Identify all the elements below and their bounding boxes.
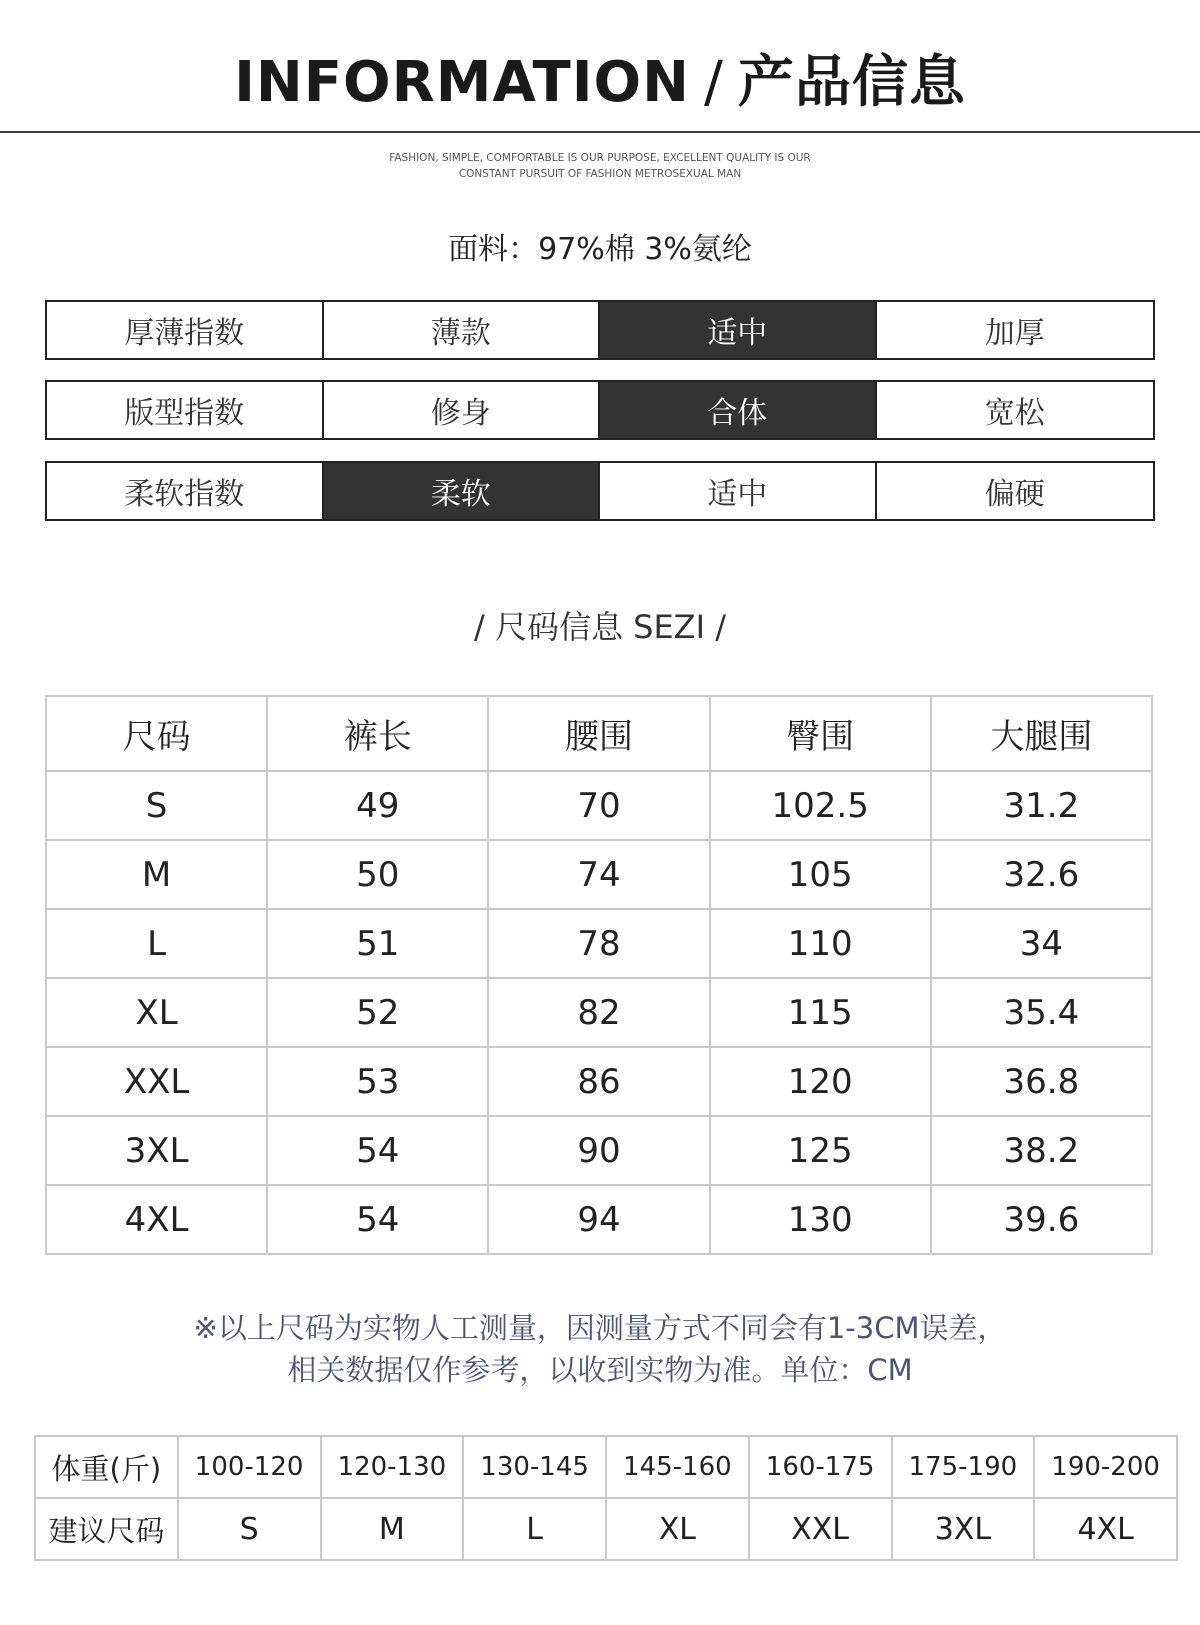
column-header: 裤长 [267, 696, 488, 771]
size-cell: XXL [749, 1498, 892, 1560]
size-cell: XL [606, 1498, 749, 1560]
index-label: 厚薄指数 [47, 302, 324, 358]
table-row [46, 1116, 1152, 1185]
table-cell: 49 [267, 771, 488, 840]
weight-row [35, 1436, 1177, 1498]
title-separator: / [704, 50, 724, 115]
index-option: 加厚 [984, 316, 1045, 351]
table-cell: 70 [488, 771, 709, 840]
index-option: 修身 [324, 382, 601, 438]
table-cell: 125 [710, 1116, 931, 1185]
table-cell: 39.6 [931, 1185, 1152, 1254]
table-cell: 74 [488, 840, 709, 909]
table-cell: XL [46, 978, 267, 1047]
table-cell: 54 [267, 1116, 488, 1185]
table-cell: 102.5 [710, 771, 931, 840]
column-header: 腰围 [488, 696, 709, 771]
table-cell: 34 [931, 909, 1152, 978]
softness-index-row [45, 461, 1155, 521]
size-section-title: / 尺码信息 SEZI / [474, 608, 726, 646]
index-option: 偏硬 [984, 477, 1045, 512]
table-row [46, 1185, 1152, 1254]
table-row [46, 840, 1152, 909]
table-cell: 53 [267, 1047, 488, 1116]
table-row [46, 771, 1152, 840]
table-cell: XXL [46, 1047, 267, 1116]
table-cell: 32.6 [931, 840, 1152, 909]
thickness-index-row [45, 300, 1155, 360]
table-cell: 130 [710, 1185, 931, 1254]
size-label: 建议尺码 [35, 1498, 178, 1560]
table-cell: 51 [267, 909, 488, 978]
table-cell: 105 [710, 840, 931, 909]
size-cell: M [321, 1498, 464, 1560]
table-cell: 86 [488, 1047, 709, 1116]
column-header: 大腿围 [931, 696, 1152, 771]
table-row [46, 909, 1152, 978]
table-cell: 38.2 [931, 1116, 1152, 1185]
tagline [0, 150, 1200, 182]
index-option: 薄款 [324, 302, 601, 358]
table-cell: S [46, 771, 267, 840]
weight-cell: 160-175 [749, 1436, 892, 1498]
note-line-1: ※以上尺码为实物人工测量，因测量方式不同会有1-3CM误差， [193, 1311, 1007, 1345]
table-cell: 115 [710, 978, 931, 1047]
size-table [45, 695, 1153, 1255]
tagline-line-1: FASHION, SIMPLE, COMFORTABLE IS OUR PURPOSE, EXCELLENT QUALITY IS OUR [389, 152, 811, 164]
weight-cell: 130-145 [463, 1436, 606, 1498]
title-cn: 产品信息 [737, 50, 966, 115]
table-cell: 35.4 [931, 978, 1152, 1047]
weight-size-table [34, 1435, 1178, 1561]
index-option: 宽松 [984, 396, 1045, 431]
measurement-note [0, 1307, 1200, 1391]
table-cell: 52 [267, 978, 488, 1047]
note-line-2: 相关数据仅作参考，以收到实物为准。单位：CM [287, 1353, 913, 1387]
table-cell: 110 [710, 909, 931, 978]
table-cell: 31.2 [931, 771, 1152, 840]
table-cell: 90 [488, 1116, 709, 1185]
index-option-selected: 柔软 [324, 463, 601, 519]
column-header: 臀围 [710, 696, 931, 771]
size-table-header-row [46, 696, 1152, 771]
weight-cell: 100-120 [178, 1436, 321, 1498]
size-cell: 3XL [892, 1498, 1035, 1560]
recommended-size-row [35, 1498, 1177, 1560]
page-header [0, 0, 1200, 133]
index-option-selected: 适中 [600, 302, 877, 358]
table-cell: 120 [710, 1047, 931, 1116]
weight-label: 体重(斤) [35, 1436, 178, 1498]
tagline-line-2: CONSTANT PURSUIT OF FASHION METROSEXUAL MAN [458, 168, 742, 180]
index-option: 适中 [600, 463, 877, 519]
table-cell: 82 [488, 978, 709, 1047]
table-cell: 4XL [46, 1185, 267, 1254]
weight-cell: 175-190 [892, 1436, 1035, 1498]
index-label: 柔软指数 [47, 463, 324, 519]
fabric-composition: 面料：97%棉 3%氨纶 [448, 232, 752, 267]
fit-index-row [45, 380, 1155, 440]
index-label: 版型指数 [47, 382, 324, 438]
table-row [46, 1047, 1152, 1116]
weight-cell: 145-160 [606, 1436, 749, 1498]
table-cell: M [46, 840, 267, 909]
page-title [0, 48, 1200, 118]
index-option-selected: 合体 [600, 382, 877, 438]
size-cell: S [178, 1498, 321, 1560]
table-cell: 36.8 [931, 1047, 1152, 1116]
table-cell: 94 [488, 1185, 709, 1254]
table-cell: 50 [267, 840, 488, 909]
table-cell: 54 [267, 1185, 488, 1254]
table-cell: 78 [488, 909, 709, 978]
table-cell: 3XL [46, 1116, 267, 1185]
table-row [46, 978, 1152, 1047]
column-header: 尺码 [46, 696, 267, 771]
weight-cell: 120-130 [321, 1436, 464, 1498]
size-cell: 4XL [1034, 1498, 1177, 1560]
size-cell: L [463, 1498, 606, 1560]
table-cell: L [46, 909, 267, 978]
title-en: INFORMATION [234, 50, 691, 115]
weight-cell: 190-200 [1034, 1436, 1177, 1498]
